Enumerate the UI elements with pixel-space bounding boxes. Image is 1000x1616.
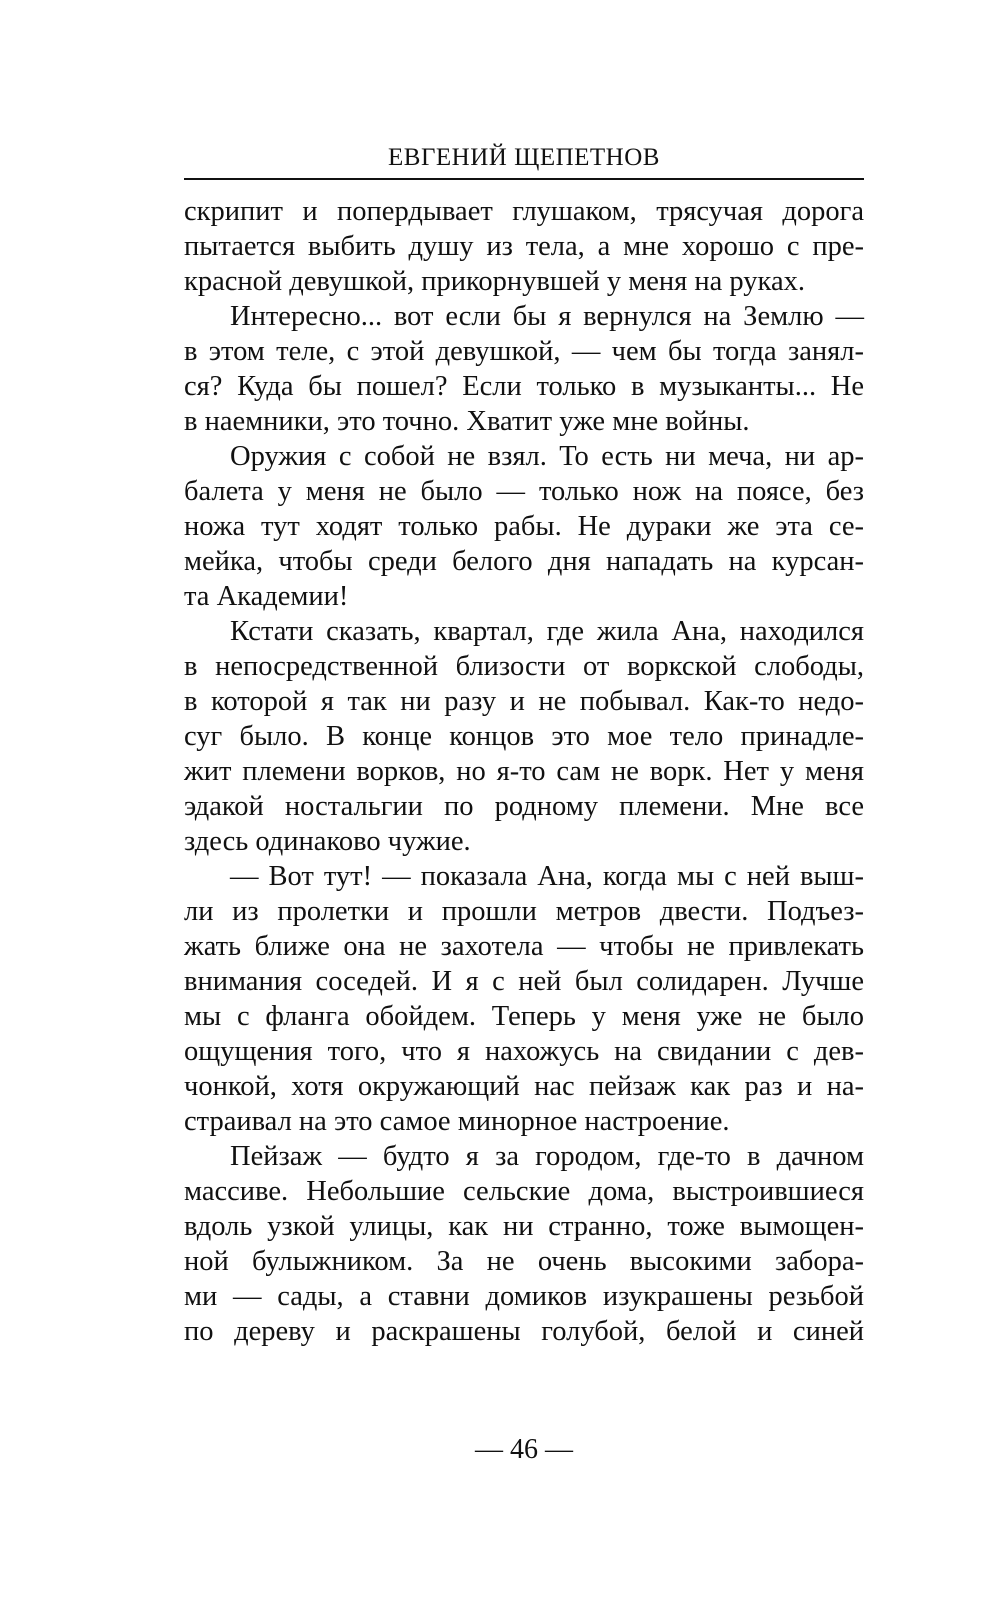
text-line: суг было. В конце концов это мое тело принадле- [184, 721, 864, 752]
page [184, 140, 864, 1349]
text-line: жать ближе она не захотела — чтобы не привлекать [184, 931, 864, 962]
text-line: Интересно... вот если бы я вернулся на Землю — [230, 301, 864, 332]
text-line: та Академии! [184, 581, 349, 612]
text-line: мы с фланга обойдем. Теперь у меня уже не было [184, 1001, 864, 1032]
text-line: скрипит и попердывает глушаком, трясучая дорога [184, 196, 864, 227]
page-number: — 46 — [475, 1434, 573, 1465]
text-line: массиве. Небольшие сельские дома, выстроившиеся [184, 1176, 864, 1207]
text-line: Пейзаж — будто я за городом, где-то в дачном [230, 1141, 864, 1172]
text-line: в наемники, это точно. Хватит уже мне войны. [184, 406, 750, 437]
text-line: ли из пролетки и прошли метров двести. Подъез- [184, 896, 864, 927]
text-line: ножа тут ходят только рабы. Не дураки же эта се- [184, 511, 864, 542]
text-line: пытается выбить душу из тела, а мне хорошо с пре- [184, 231, 864, 262]
text-line: ми — сады, а ставни домиков изукрашены резьбой [184, 1281, 864, 1312]
text-line: жит племени ворков, но я-то сам не ворк. Нет у меня [184, 756, 864, 787]
text-line: в этом теле, с этой девушкой, — чем бы тогда занял- [184, 336, 864, 367]
text-line: внимания соседей. И я с ней был солидарен. Лучше [184, 966, 864, 997]
body-text [184, 194, 864, 1349]
header-rule [184, 178, 864, 180]
text-line: в которой я так ни разу и не побывал. Как-то недо- [184, 686, 864, 717]
text-line: эдакой ностальгии по родному племени. Мне все [184, 791, 864, 822]
text-line: ся? Куда бы пошел? Если только в музыканты... Не [184, 371, 864, 402]
text-line: ной булыжником. За не очень высокими забора- [184, 1246, 864, 1277]
text-line: вдоль узкой улицы, как ни странно, тоже вымощен- [184, 1211, 864, 1242]
text-line: по дереву и раскрашены голубой, белой и синей [184, 1316, 864, 1347]
text-line: Кстати сказать, квартал, где жила Ана, находился [230, 616, 864, 647]
text-line: Оружия с собой не взял. То есть ни меча, ни ар- [230, 441, 864, 472]
text-line: балета у меня не было — только нож на поясе, без [184, 476, 864, 507]
running-head: ЕВГЕНИЙ ЩЕПЕТНОВ [388, 144, 660, 171]
text-line: чонкой, хотя окружающий нас пейзаж как раз и на- [184, 1071, 864, 1102]
text-line: мейка, чтобы среди белого дня нападать на курсан- [184, 546, 864, 577]
text-line: — Вот тут! — показала Ана, когда мы с ней выш- [230, 861, 864, 892]
text-line: красной девушкой, прикорнувшей у меня на руках. [184, 266, 805, 297]
text-line: страивал на это самое минорное настроение. [184, 1106, 730, 1137]
text-line: в непосредственной близости от воркской слободы, [184, 651, 864, 682]
text-line: ощущения того, что я нахожусь на свидании с дев- [184, 1036, 864, 1067]
text-line: здесь одинаково чужие. [184, 826, 471, 857]
